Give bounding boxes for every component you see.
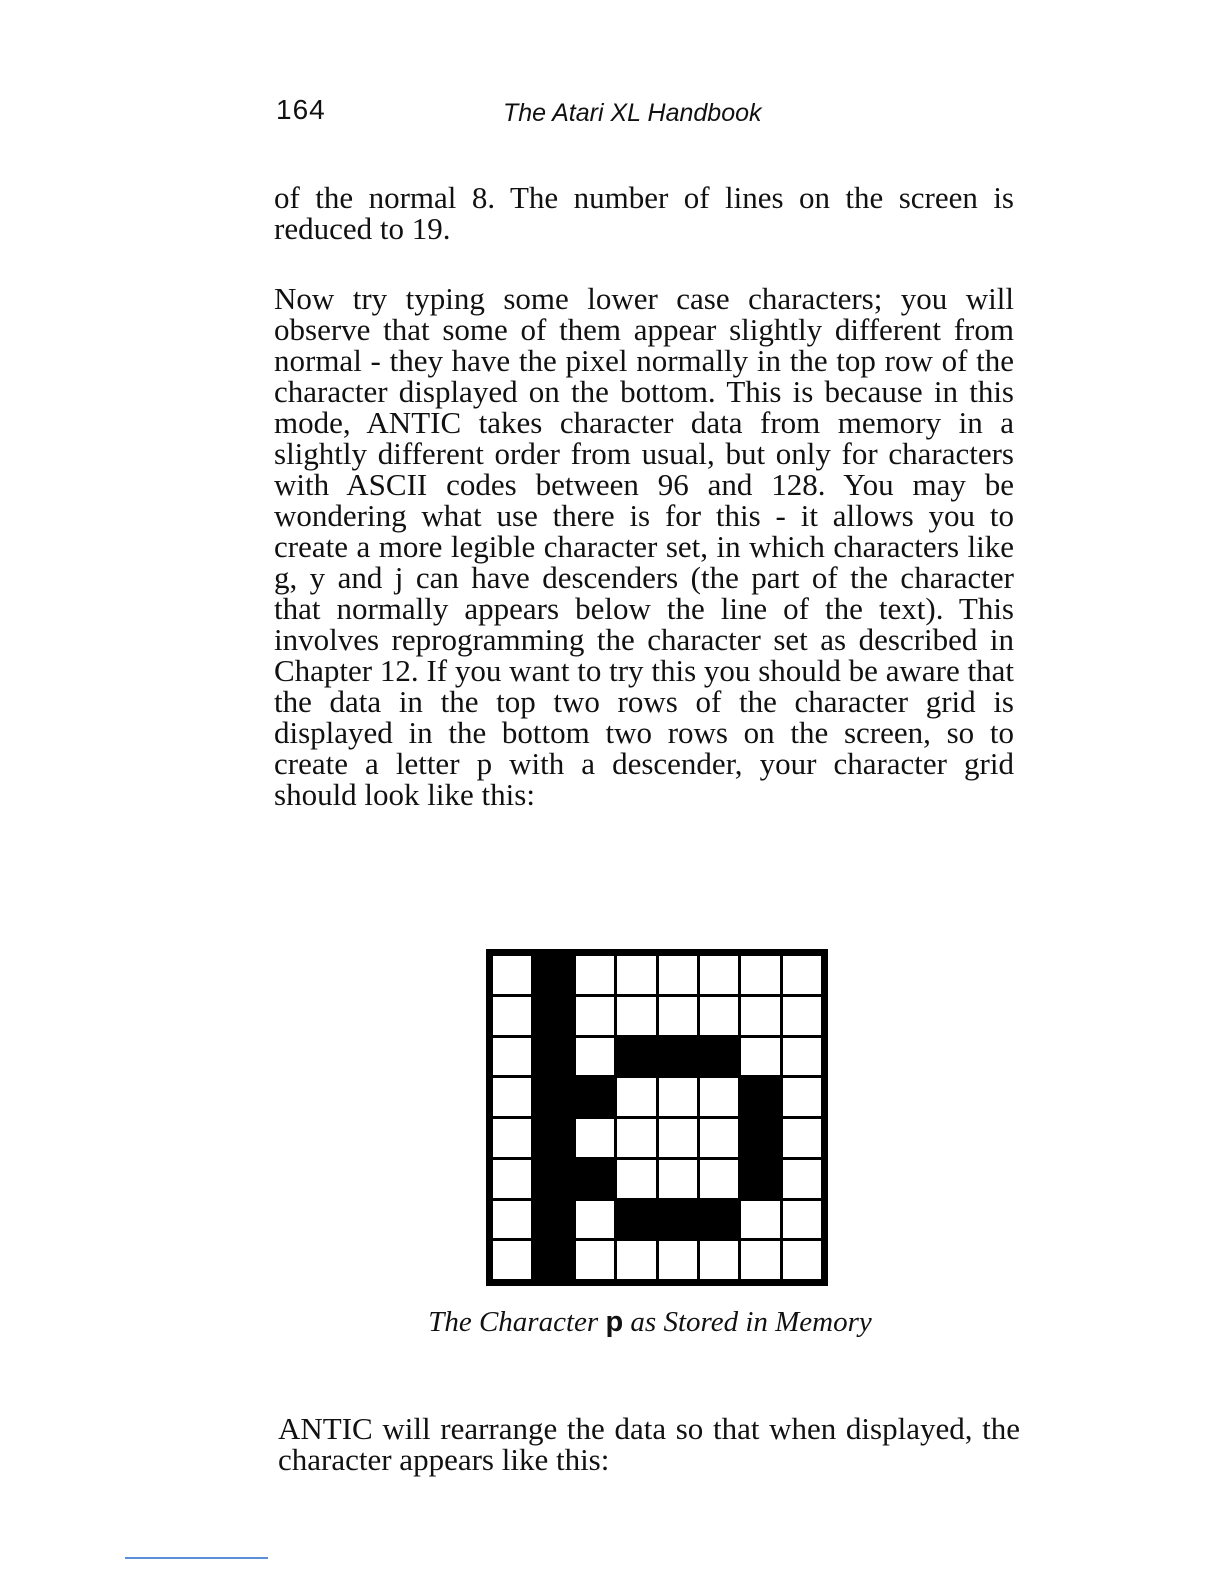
paragraph-3: ANTIC will rearrange the data so that when displayed, the character appears like this: [278, 1411, 1020, 1477]
grid-cell-r0-c1 [534, 956, 572, 994]
grid-cell-r5-c0 [493, 1160, 531, 1198]
grid-cell-r4-c4 [659, 1119, 697, 1157]
page-number: 164 [276, 94, 326, 125]
grid-cell-r0-c0 [493, 956, 531, 994]
grid-cell-r3-c3 [617, 1078, 655, 1116]
grid-cell-r5-c3 [617, 1160, 655, 1198]
grid-cell-r0-c4 [659, 956, 697, 994]
grid-cell-r2-c6 [741, 1038, 779, 1076]
grid-cell-r7-c0 [493, 1241, 531, 1279]
grid-cell-r3-c1 [534, 1078, 572, 1116]
grid-cell-r0-c3 [617, 956, 655, 994]
grid-cell-r7-c7 [783, 1241, 821, 1279]
footer-rule [125, 1557, 268, 1559]
grid-cell-r1-c3 [617, 997, 655, 1035]
grid-cell-r6-c2 [576, 1201, 614, 1239]
grid-cell-r4-c0 [493, 1119, 531, 1157]
grid-cell-r3-c2 [576, 1078, 614, 1116]
grid-cell-r3-c6 [741, 1078, 779, 1116]
grid-cell-r6-c3 [617, 1201, 655, 1239]
grid-cell-r7-c3 [617, 1241, 655, 1279]
grid-cell-r1-c2 [576, 997, 614, 1035]
grid-cell-r2-c5 [700, 1038, 738, 1076]
grid-cell-r3-c0 [493, 1078, 531, 1116]
grid-cell-r6-c6 [741, 1201, 779, 1239]
grid-cell-r0-c7 [783, 956, 821, 994]
grid-cell-r4-c3 [617, 1119, 655, 1157]
grid-cell-r7-c6 [741, 1241, 779, 1279]
grid-cell-r2-c3 [617, 1038, 655, 1076]
grid-cell-r4-c7 [783, 1119, 821, 1157]
caption-text-before: The Character [428, 1306, 606, 1338]
grid-cell-r2-c1 [534, 1038, 572, 1076]
grid-cell-r1-c0 [493, 997, 531, 1035]
grid-cell-r4-c5 [700, 1119, 738, 1157]
grid-cell-r2-c2 [576, 1038, 614, 1076]
grid-cell-r4-c1 [534, 1119, 572, 1157]
grid-cell-r1-c6 [741, 997, 779, 1035]
grid-cell-r3-c7 [783, 1078, 821, 1116]
caption-text-after: as Stored in Memory [623, 1306, 872, 1338]
grid-cell-r2-c7 [783, 1038, 821, 1076]
paragraph-1: of the normal 8. The number of lines on the screen is reduced to 19. [274, 180, 1014, 246]
grid-cell-r7-c4 [659, 1241, 697, 1279]
grid-cell-r2-c0 [493, 1038, 531, 1076]
grid-cell-r7-c2 [576, 1241, 614, 1279]
grid-cell-r2-c4 [659, 1038, 697, 1076]
grid-cell-r0-c2 [576, 956, 614, 994]
figure-caption [400, 1306, 900, 1338]
paragraph-2: Now try typing some lower case characters; you will observe that some of them appear slightly different from normal - they have the pixel normally in the top row of the character displayed on the bottom. This is because in this mode, ANTIC takes character data from memory in a slightly different order from usual, but only for characters with ASCII codes between 96 and 128. You may be wondering what use there is for this - it allows you to create a more legible character set, in which characters like g, y and j can have descenders (the part of the character that normally appears below the line of the text). This involves reprogramming the character set as described in Chapter 12. If you want to try this you should be aware that the data in the top two rows of the character grid is displayed in the bottom two rows on the screen, so to create a letter p with a descender, your character grid should look like this: [274, 281, 1014, 812]
grid-cell-r6-c1 [534, 1201, 572, 1239]
grid-cell-r6-c7 [783, 1201, 821, 1239]
character-grid [486, 949, 828, 1286]
grid-cell-r4-c6 [741, 1119, 779, 1157]
grid-cell-r7-c5 [700, 1241, 738, 1279]
grid-cell-r1-c1 [534, 997, 572, 1035]
grid-cell-r3-c4 [659, 1078, 697, 1116]
grid-cell-r7-c1 [534, 1241, 572, 1279]
grid-cell-r1-c5 [700, 997, 738, 1035]
grid-cell-r1-c4 [659, 997, 697, 1035]
grid-cell-r1-c7 [783, 997, 821, 1035]
book-title: The Atari XL Handbook [503, 99, 762, 127]
grid-cell-r5-c4 [659, 1160, 697, 1198]
grid-cell-r5-c2 [576, 1160, 614, 1198]
grid-cell-r5-c7 [783, 1160, 821, 1198]
grid-cell-r0-c6 [741, 956, 779, 994]
grid-cell-r4-c2 [576, 1119, 614, 1157]
grid-cell-r6-c0 [493, 1201, 531, 1239]
grid-cell-r0-c5 [700, 956, 738, 994]
grid-cell-r5-c6 [741, 1160, 779, 1198]
grid-cell-r5-c1 [534, 1160, 572, 1198]
grid-cell-r5-c5 [700, 1160, 738, 1198]
grid-cell-r6-c5 [700, 1201, 738, 1239]
grid-cell-r3-c5 [700, 1078, 738, 1116]
caption-bold-letter: p [605, 1306, 624, 1338]
grid-cell-r6-c4 [659, 1201, 697, 1239]
